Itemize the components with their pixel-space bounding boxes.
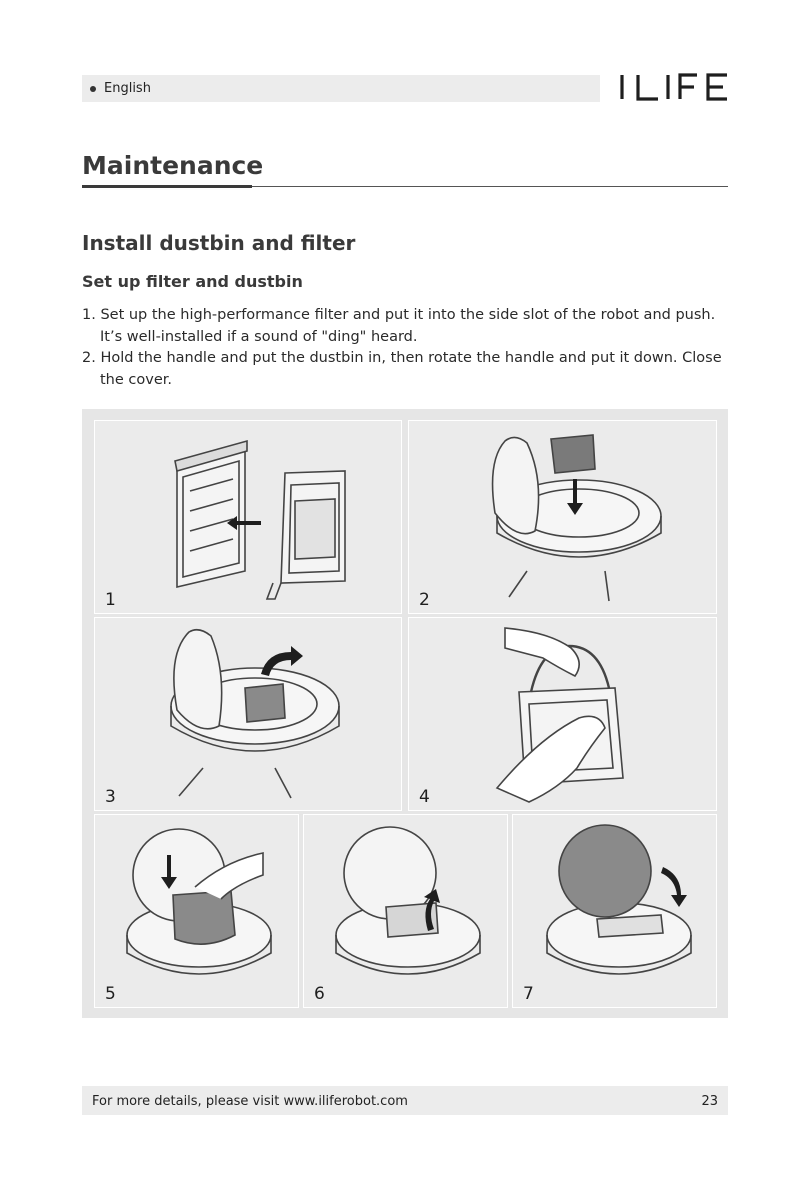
panel-number: 5 [105,984,116,1004]
close-cover-illustration [513,815,718,1009]
illustration-panel-6 [303,814,508,1008]
panel-number: 1 [105,590,116,610]
instruction-step-2: 2. Hold the handle and put the dustbin in, then rotate the handle and put it down. Close the cover. [82,350,722,388]
language-bar [82,75,600,102]
illustration-panel-2 [408,420,717,614]
illustration-panel-7 [512,814,717,1008]
filter-insert-illustration [95,421,403,615]
section-title: Maintenance [82,151,264,180]
dustbin-handle-illustration [409,618,718,812]
illustration-panel-5 [94,814,299,1008]
page-number: 23 [701,1094,718,1109]
section-title-underline [82,185,252,188]
illustration-panel-1 [94,420,402,614]
instruction-step-1: 1. Set up the high-performance filter and put it into the side slot of the robot and push. It’s well-installed if a sound of "ding" heard. [82,307,716,345]
instruction-list [82,305,732,391]
panel-number: 3 [105,787,116,807]
heading: Install dustbin and filter [82,231,356,255]
brand-logo [618,70,730,104]
panel-number: 4 [419,787,430,807]
language-label: English [104,81,151,96]
dustbin-place-illustration [95,815,300,1009]
handle-down-illustration [304,815,509,1009]
illustration-panel-4 [408,617,717,811]
panel-number: 2 [419,590,430,610]
close-arrow-icon [661,867,687,907]
dustbin-insert-illustration [409,421,718,615]
subheading: Set up filter and dustbin [82,272,303,291]
footer-text: For more details, please visit www.iliferobot.com [92,1094,408,1109]
illustration-panel-3 [94,617,402,811]
panel-number: 7 [523,984,534,1004]
bullet-icon [90,86,96,92]
panel-number: 6 [314,984,325,1004]
handle-rotate-illustration [95,618,403,812]
